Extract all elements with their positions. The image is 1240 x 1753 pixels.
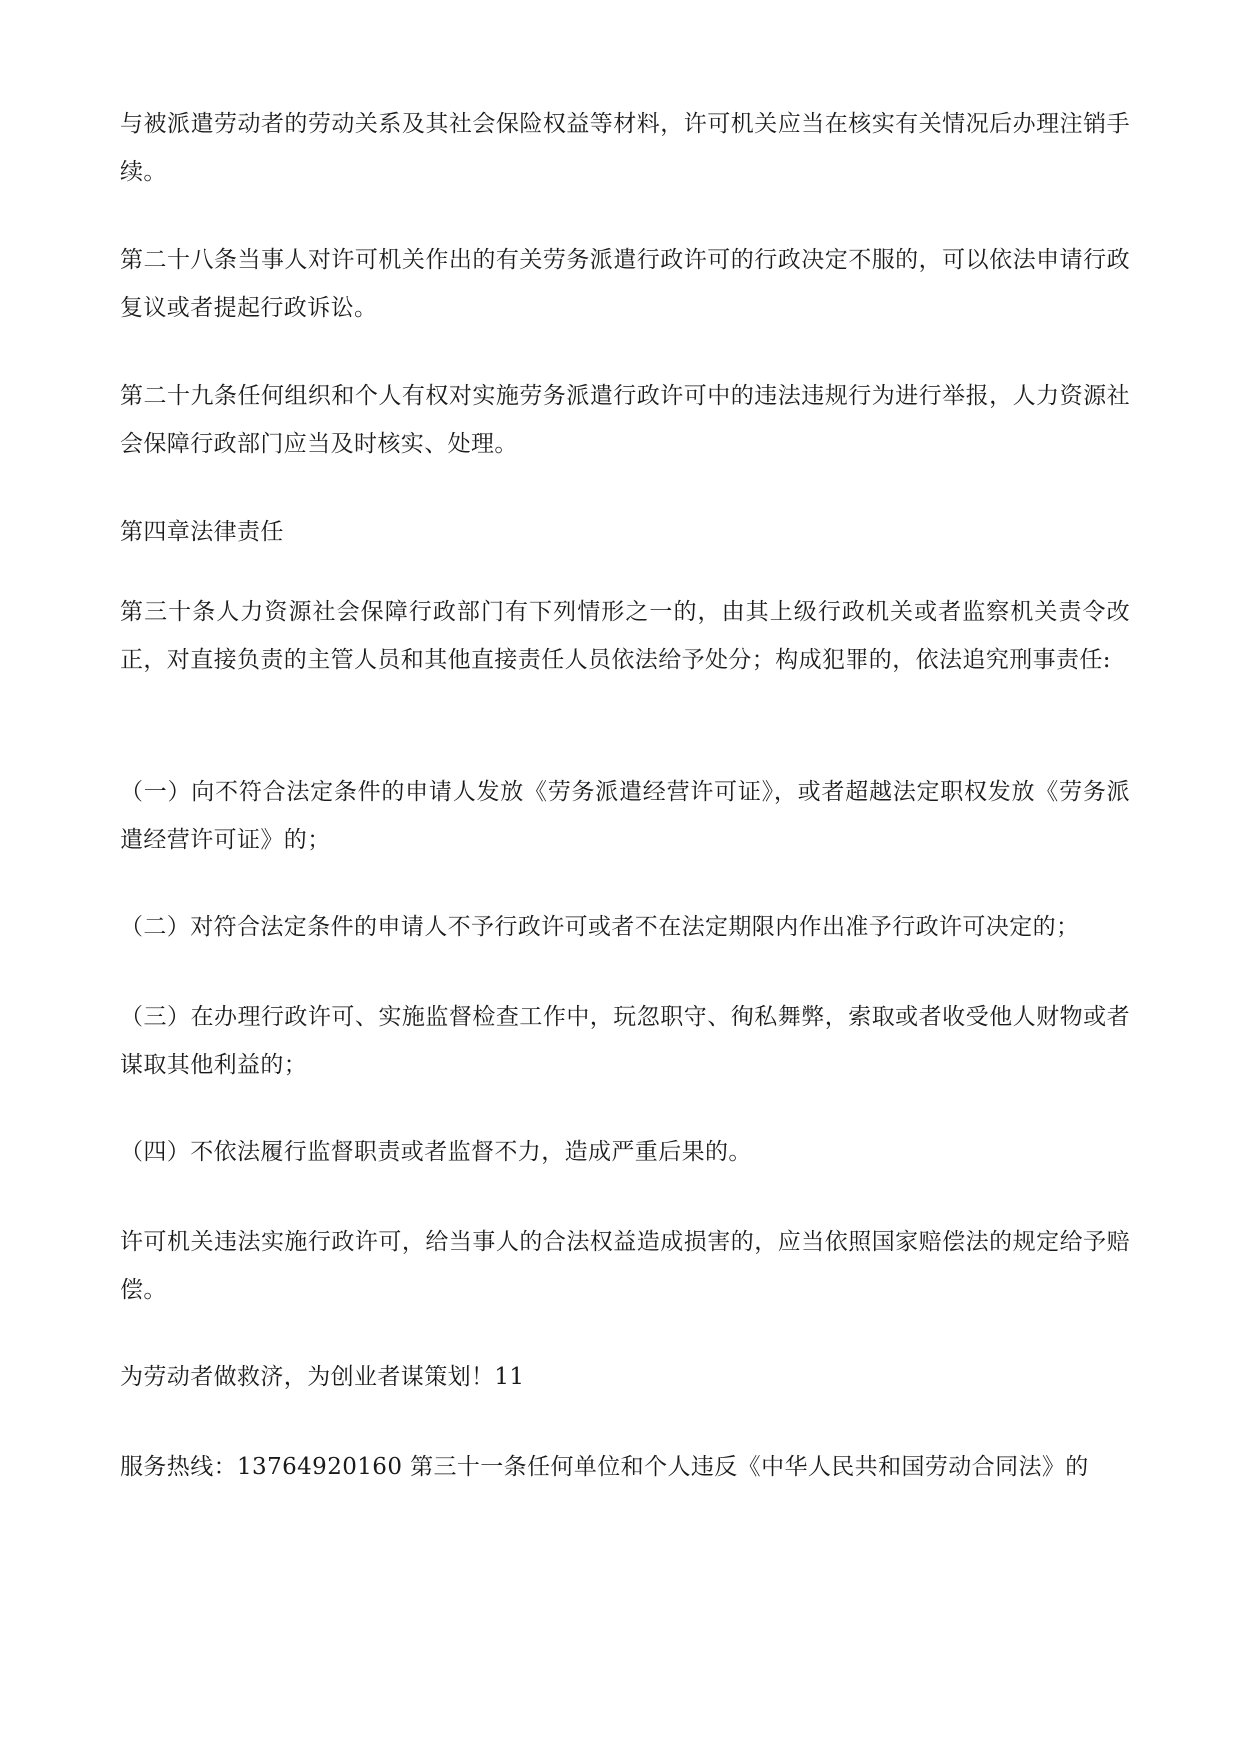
paragraph-service-hotline-article-31: 服务热线：13764920160 第三十一条任何单位和个人违反《中华人民共和国劳动合同法》的 (120, 1454, 1089, 1480)
list-item-3: （三）在办理行政许可、实施监督检查工作中，玩忽职守、徇私舞弊，索取或者收受他人财物或者谋取其他利益的； (120, 1004, 1130, 1078)
paragraph-article-29: 第二十九条任何组织和个人有权对实施劳务派遣行政许可中的违法违规行为进行举报，人力资源社会保障行政部门应当及时核实、处理。 (120, 383, 1130, 457)
footer-slogan: 为劳动者做救济，为创业者谋策划！11 (120, 1364, 525, 1390)
list-item-4: （四）不依法履行监督职责或者监督不力，造成严重后果的。 (120, 1139, 752, 1165)
chapter-heading: 第四章法律责任 (120, 519, 284, 545)
paragraph-cancellation-procedure: 与被派遣劳动者的劳动关系及其社会保险权益等材料，许可机关应当在核实有关情况后办理注销手续。 (120, 111, 1130, 185)
paragraph-compensation: 许可机关违法实施行政许可，给当事人的合法权益造成损害的，应当依照国家赔偿法的规定给予赔偿。 (120, 1229, 1130, 1303)
list-item-2: （二）对符合法定条件的申请人不予行政许可或者不在法定期限内作出准予行政许可决定的； (120, 914, 1080, 940)
list-item-1: （一）向不符合法定条件的申请人发放《劳务派遣经营许可证》，或者超越法定职权发放《劳务派遣经营许可证》的； (120, 779, 1130, 853)
paragraph-article-30: 第三十条人力资源社会保障行政部门有下列情形之一的，由其上级行政机关或者监察机关责令改正，对直接负责的主管人员和其他直接责任人员依法给予处分；构成犯罪的，依法追究刑事责任: (120, 599, 1130, 673)
paragraph-article-28: 第二十八条当事人对许可机关作出的有关劳务派遣行政许可的行政决定不服的，可以依法申请行政复议或者提起行政诉讼。 (120, 247, 1130, 321)
